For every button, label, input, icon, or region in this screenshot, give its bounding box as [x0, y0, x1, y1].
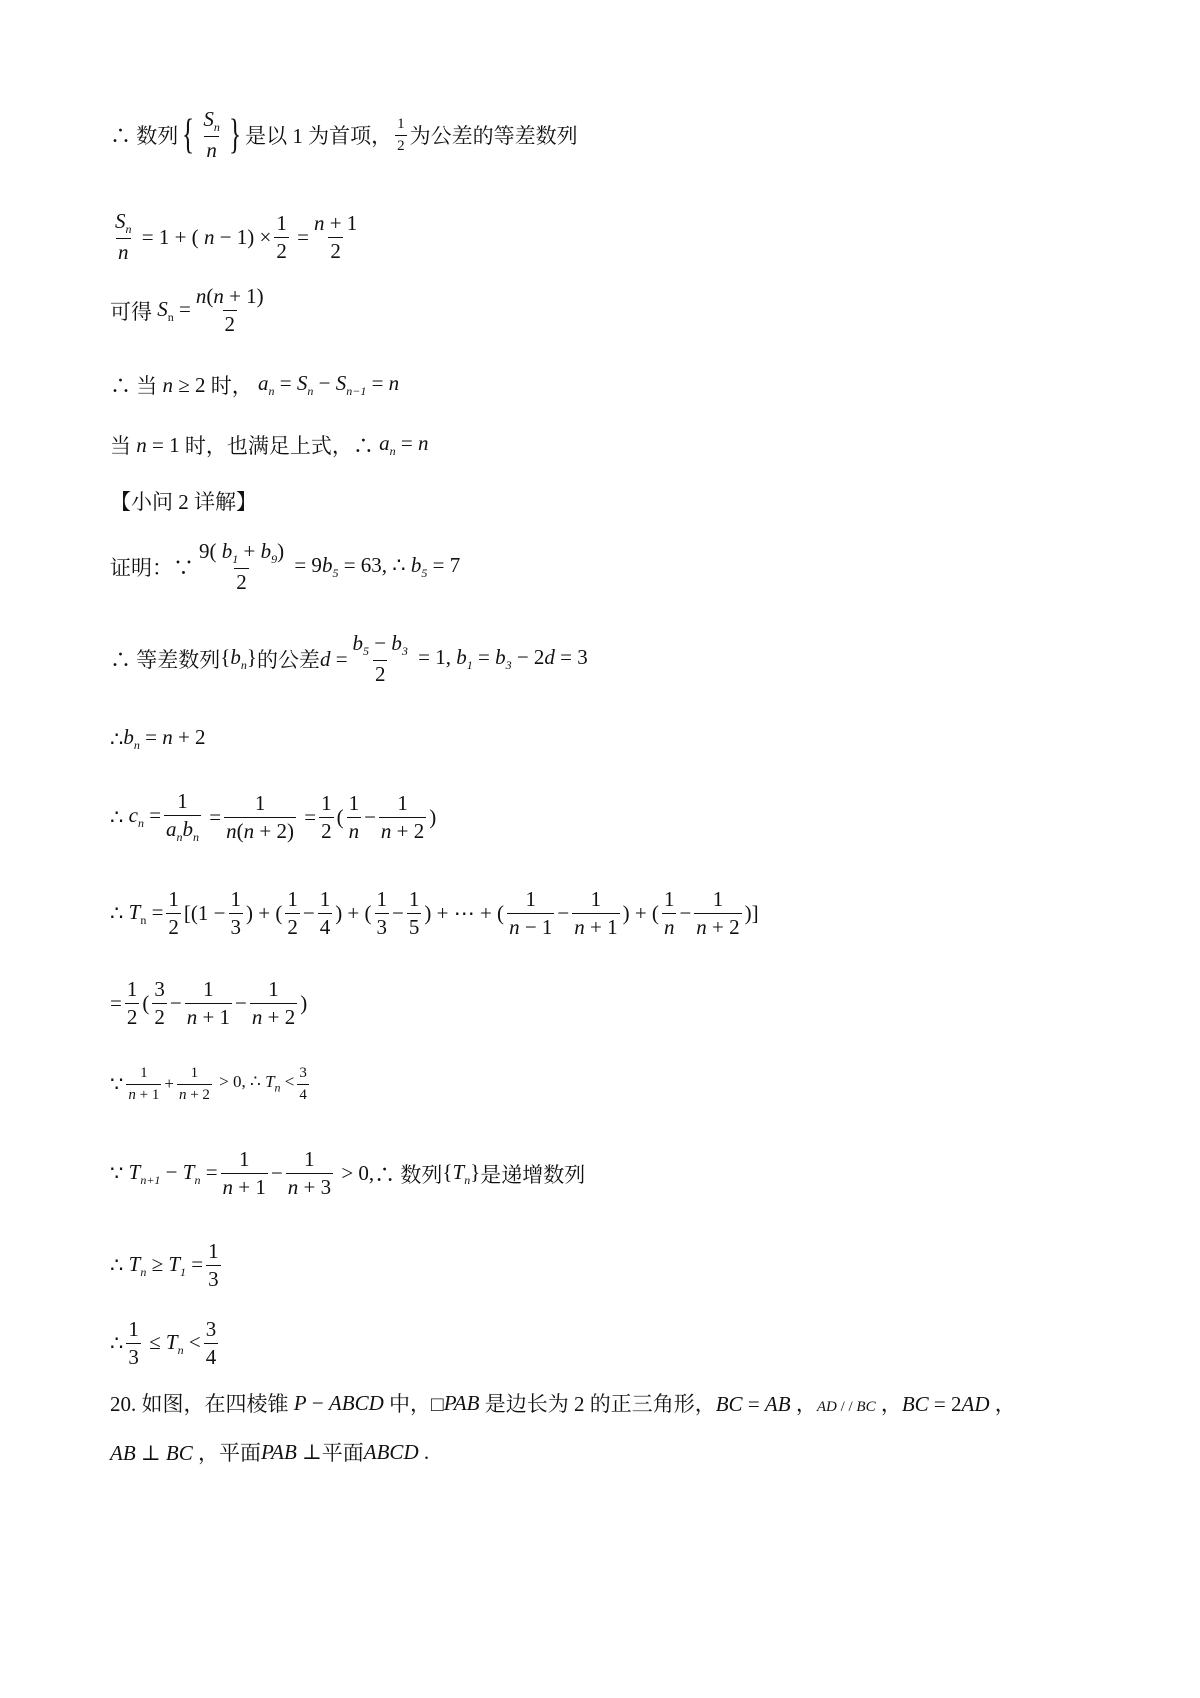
fraction: $\frac{1}{3}$ [128, 1317, 139, 1370]
math: ABCD . [363, 1439, 430, 1464]
fraction: $\frac{1}{2}$ [276, 210, 287, 263]
math: − [169, 991, 182, 1016]
problem-20-line-2 [110, 1437, 429, 1467]
math: $\{T_n\}$ [442, 1159, 481, 1187]
line-10 [110, 790, 436, 844]
line-12 [110, 978, 307, 1029]
text: 是递增数列 [480, 1162, 586, 1187]
line-7 [110, 540, 460, 594]
math: n ≥ 2 [162, 372, 211, 397]
math: $T_{n+1} - T_n$ = [128, 1159, 218, 1187]
math: − [270, 1161, 283, 1186]
line-15 [110, 1240, 224, 1291]
fraction: $\frac{1}{n + 2}$ [380, 790, 425, 843]
fraction: $\frac{n(n + 1)}{2}$ [195, 284, 264, 337]
math: $T_n \ge T_1$ = [128, 1251, 204, 1279]
line-14 [110, 1148, 585, 1199]
fraction: $\frac{9( b_1 + b_9)}{2}$ [199, 539, 285, 595]
fraction: $\frac{1}{2}$ [321, 790, 332, 843]
line-1 [110, 108, 578, 162]
fraction: $\frac{1}{n}$ [348, 790, 360, 843]
math: d = [319, 646, 348, 671]
text: ∴ 数列 [374, 1162, 443, 1187]
line-13 [110, 1065, 312, 1103]
math: $S_n$ = [157, 296, 191, 324]
text: ∴ [110, 726, 124, 751]
math: − [235, 991, 247, 1016]
math: AB ⊥ BC ， [110, 1441, 219, 1465]
text: 为公差的等差数列 [409, 124, 578, 149]
text: 20. 如图，在四棱锥 [110, 1392, 289, 1416]
text: ∴ 等差数列 [110, 648, 221, 673]
math: ) + ( [335, 901, 372, 926]
text: 可得 [110, 299, 152, 324]
text: ∵ [110, 1161, 124, 1186]
line-3 [110, 285, 269, 336]
fraction: $\frac{3}{4}$ [205, 1317, 217, 1370]
section-heading [110, 486, 257, 516]
math: $T_n$ = [128, 899, 164, 927]
math: > 0, ∴ $T_n$ < [214, 1072, 295, 1095]
fraction: $\frac{1}{n + 2}$ [696, 887, 740, 940]
line-9 [110, 725, 206, 753]
line-16 [110, 1318, 221, 1369]
math: ( [336, 804, 344, 829]
fraction: $\frac{b_5 - b_3}{2}$ [352, 631, 408, 687]
fraction: $\frac{1}{n + 1}$ [128, 1065, 160, 1103]
math: PAB [443, 1390, 480, 1415]
text: 平面 [219, 1441, 261, 1465]
math: − [392, 901, 404, 926]
math: ) + ⋯ + ( [424, 901, 505, 926]
math: $a_n = S_n - S_{n-1} = n$ [258, 370, 400, 399]
math: = [291, 224, 309, 249]
math: = 1 + ( n − 1) × [136, 224, 272, 249]
math: = [298, 804, 317, 829]
fraction: $\frac{1}{n + 2}$ [251, 977, 296, 1030]
fraction: $\frac{1}{2}$ [287, 887, 298, 940]
heading-text: 【小问 2 详解】 [110, 490, 257, 514]
math: ) + ( [622, 901, 659, 926]
fraction: $\frac{1}{n - 1}$ [509, 887, 553, 940]
fraction: $\frac{1}{n + 1}$ [186, 977, 231, 1030]
math: $\{b_n\}$ [220, 645, 257, 673]
text: 是以 1 为首项， [245, 124, 393, 149]
text: 时， [210, 374, 253, 398]
math: $a_n = n$ [379, 430, 429, 459]
math: BC = AB ，AD / / BC ，BC = 2AD ， [715, 1392, 1016, 1416]
math: )] [744, 901, 759, 926]
fraction: $\frac{1}{2}$ [397, 116, 405, 154]
text: ∴ [110, 901, 124, 926]
math: = $9b_5 = 63$, ∴ $b_5 = 7$ [289, 553, 461, 581]
math: − [302, 901, 315, 926]
fraction: $\frac{1}{2}$ [126, 977, 138, 1030]
math: − [557, 901, 570, 926]
math: ) [429, 804, 437, 829]
text: 是边长为 2 的正三角形， [484, 1392, 716, 1416]
math: ( [142, 991, 150, 1016]
fraction: $\frac{1}{5}$ [408, 887, 420, 940]
fraction: $\frac{S_n}{n}$ [115, 209, 132, 265]
math: $b_n = n + 2$ [123, 725, 206, 753]
text: 平面 [321, 1441, 364, 1465]
text: 的公差 [256, 648, 320, 673]
text: ∴ [110, 1253, 124, 1278]
text: 中，□ [389, 1392, 444, 1416]
math: = [110, 991, 122, 1016]
line-8 [110, 632, 588, 686]
fraction: $\frac{1}{3}$ [208, 1239, 219, 1292]
fraction: $\frac{1}{4}$ [319, 887, 331, 940]
line-5 [110, 430, 428, 460]
text: ∴ 数列 [110, 124, 179, 149]
math: − [679, 901, 692, 926]
math: n = 1 [136, 432, 185, 457]
math: ) [300, 991, 308, 1016]
math: = [204, 804, 222, 829]
math: [(1 − [183, 901, 226, 926]
fraction: $\frac{1}{3}$ [376, 887, 388, 940]
text: ∴ [110, 1331, 124, 1356]
left-brace: { [182, 112, 195, 159]
fraction: $\frac{1}{n + 1}$ [222, 1147, 266, 1200]
text: 证明：∵ [110, 556, 194, 581]
text: ∵ [110, 1071, 124, 1096]
math: > 0, [336, 1161, 375, 1186]
right-brace: } [228, 112, 242, 159]
fraction: $\frac{1}{a_nb_n}$ [166, 789, 200, 845]
math: ) + ( [246, 901, 283, 926]
fraction: $\frac{n + 1}{2}$ [313, 210, 358, 263]
line-4 [110, 370, 399, 400]
text: ∴ [110, 804, 124, 829]
math: ≤ $T_n$ < [143, 1329, 201, 1357]
fraction: $\frac{1}{n}$ [663, 887, 675, 940]
math: $c_n$ = [128, 803, 162, 831]
fraction: $\frac{1}{n + 3}$ [287, 1147, 332, 1200]
math: − [364, 804, 376, 829]
text: 当 [110, 434, 131, 458]
fraction: $\frac{1}{n + 1}$ [574, 887, 618, 940]
fraction: $\frac{S_n}{n}$ [203, 107, 220, 163]
text: ∴ 当 [110, 374, 158, 398]
fraction: $\frac{1}{n + 2}$ [178, 1065, 210, 1103]
problem-20-line-1 [110, 1388, 1016, 1418]
line-11 [110, 888, 759, 939]
fraction: $\frac{1}{n(n + 2)}$ [226, 790, 294, 843]
fraction: $\frac{3}{4}$ [299, 1065, 307, 1103]
math: PAB ⊥ [261, 1439, 322, 1464]
text: 时，也满足上式，∴ [184, 434, 374, 458]
math: = 1, $b_1 = b_3 - 2d = 3$ [412, 645, 588, 673]
fraction: $\frac{3}{2}$ [154, 977, 165, 1030]
math: + [164, 1074, 174, 1093]
line-2 [110, 210, 362, 264]
fraction: $\frac{1}{2}$ [168, 887, 179, 940]
math: P − ABCD [293, 1390, 384, 1415]
fraction: $\frac{1}{3}$ [230, 887, 241, 940]
